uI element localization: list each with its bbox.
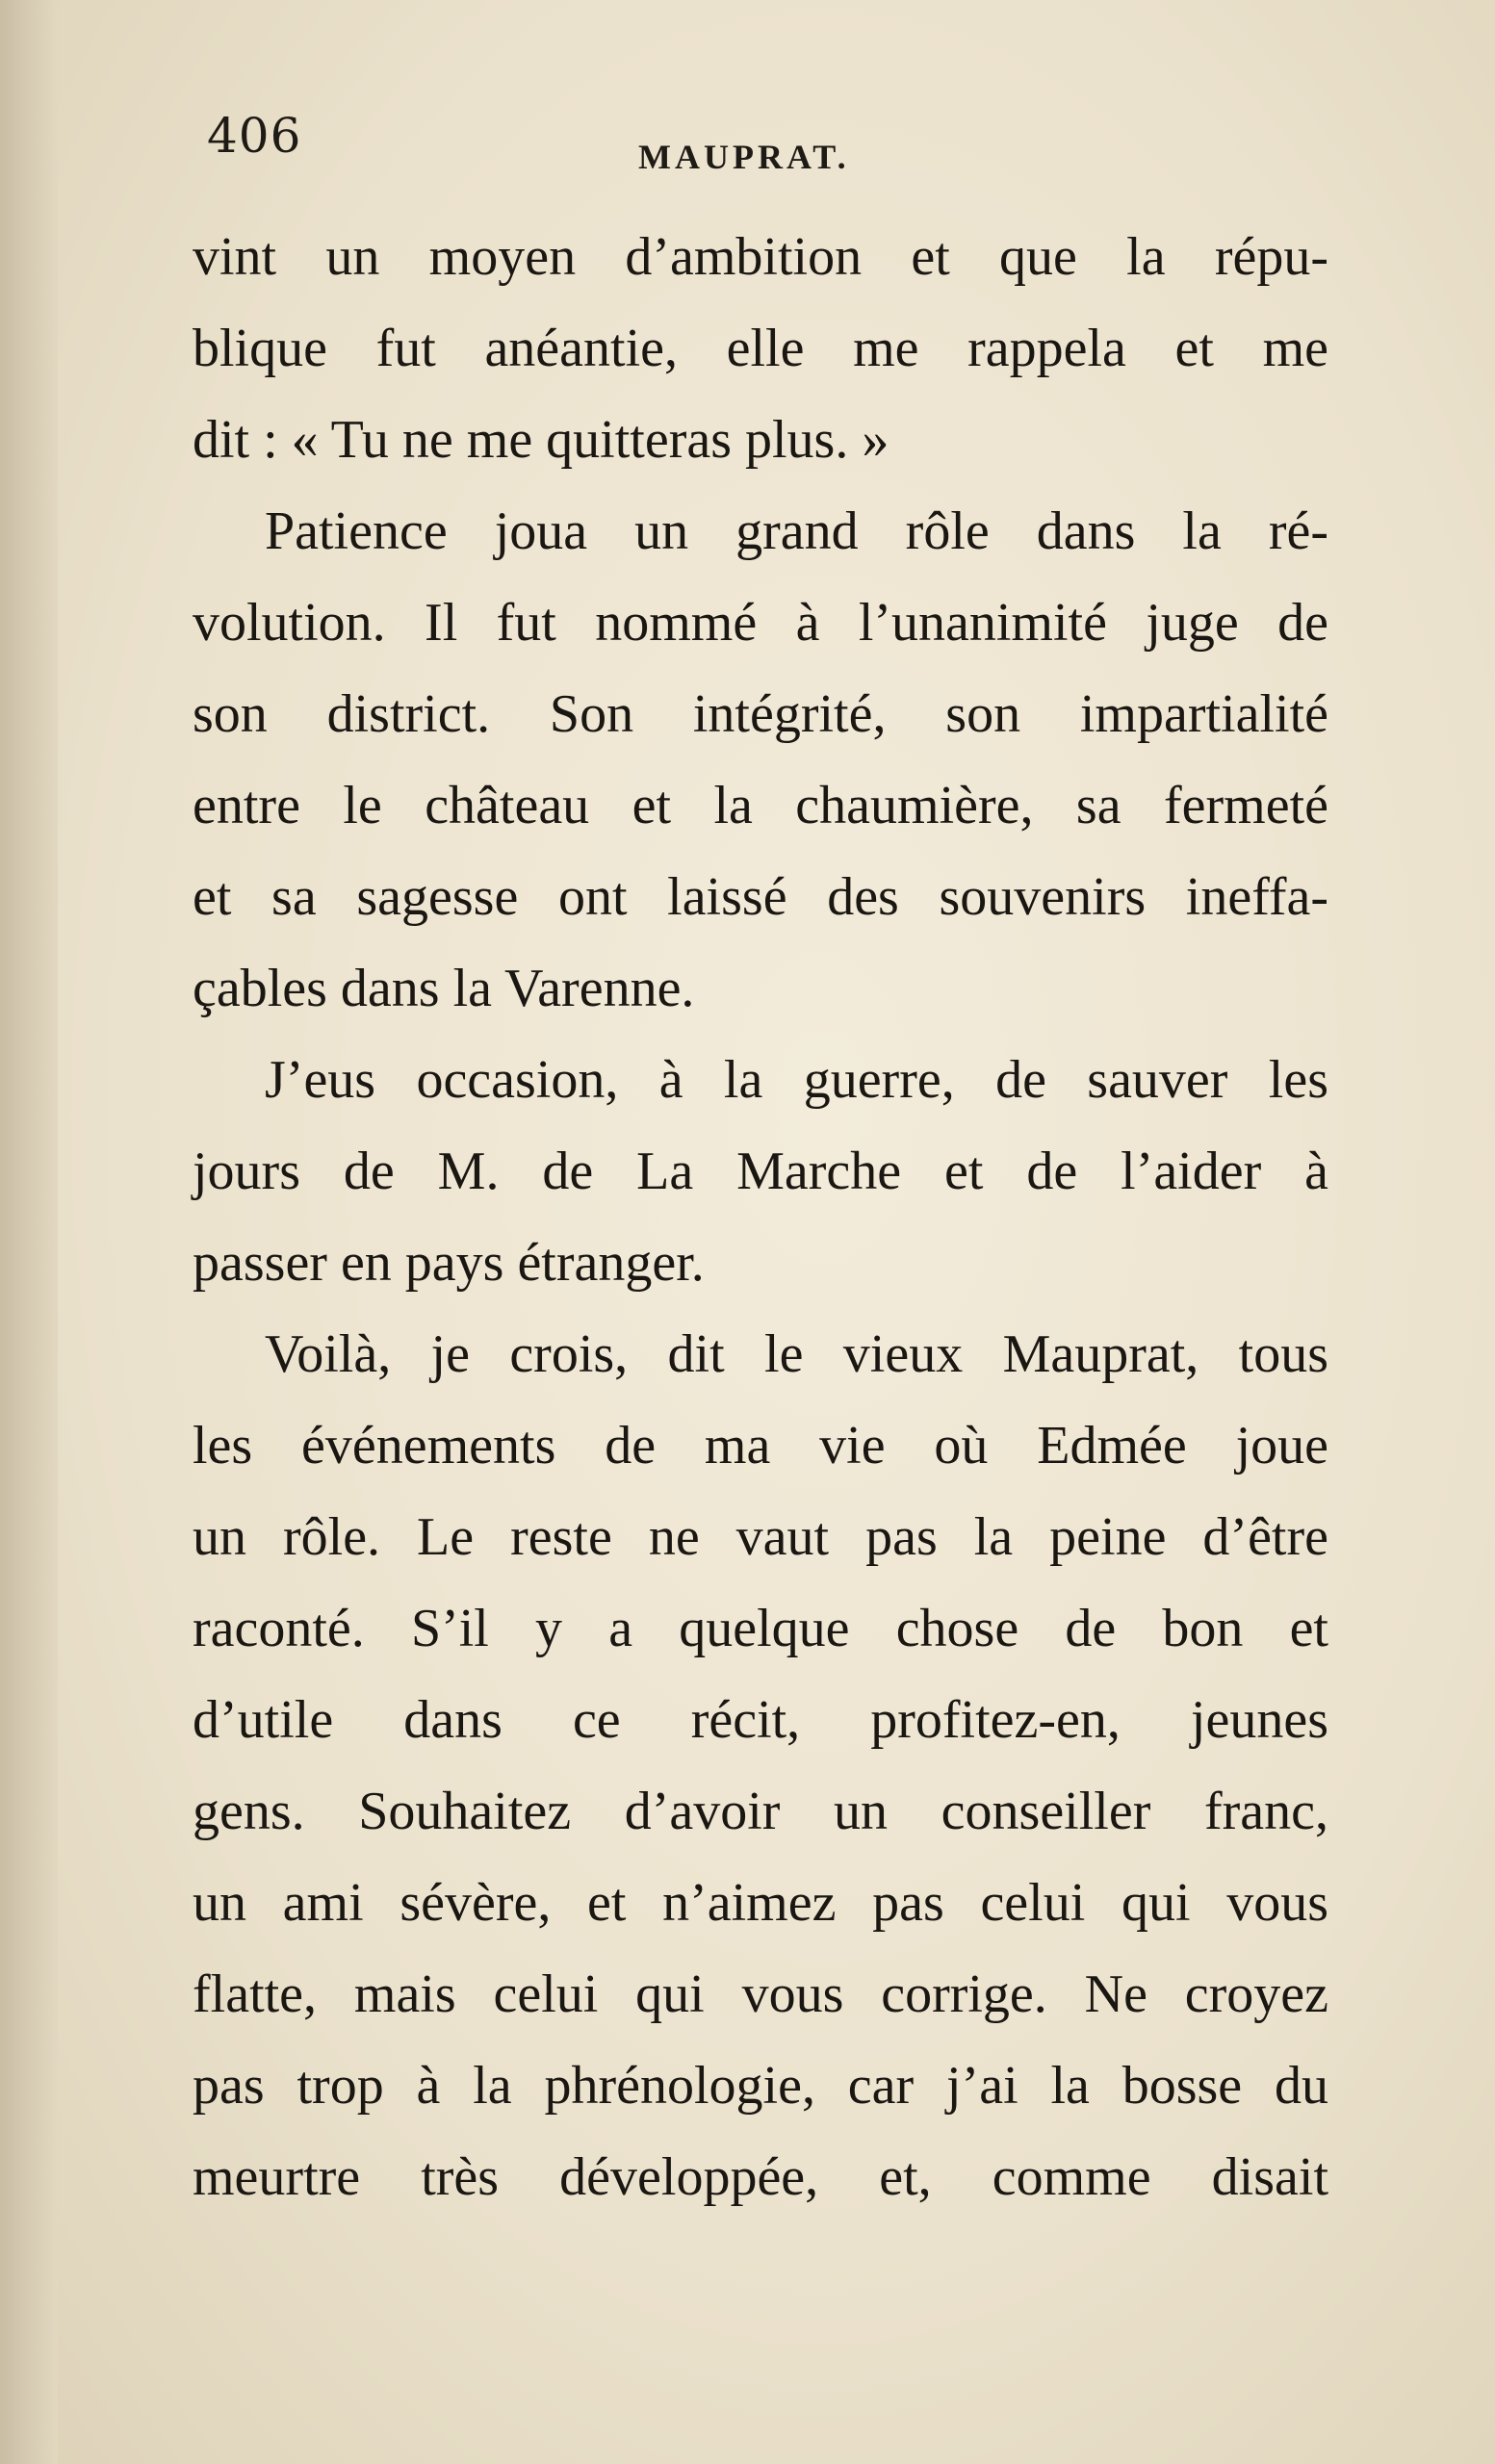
- text-line: entre le château et la chaumière, sa fermeté: [193, 776, 1328, 835]
- text-line: gens. Souhaitez d’avoir un conseiller franc,: [193, 1782, 1328, 1841]
- body-text: [193, 212, 1328, 2223]
- text-line: raconté. S’il y a quelque chose de bon et: [193, 1599, 1328, 1658]
- text-line: un rôle. Le reste ne vaut pas la peine d’être: [193, 1507, 1328, 1567]
- page-gutter: [0, 0, 58, 2464]
- text-line: blique fut anéantie, elle me rappela et me: [193, 319, 1328, 378]
- text-line: pas trop à la phrénologie, car j’ai la bosse du: [193, 2056, 1328, 2116]
- text-line: J’eus occasion, à la guerre, de sauver les: [265, 1050, 1328, 1110]
- text-line: Patience joua un grand rôle dans la ré-: [265, 501, 1328, 561]
- running-title: MAUPRAT.: [638, 138, 850, 176]
- text-line: jours de M. de La Marche et de l’aider à: [193, 1142, 1328, 1201]
- text-line: passer en pays étranger.: [193, 1233, 705, 1293]
- text-line: vint un moyen d’ambition et que la répu-: [193, 227, 1328, 287]
- text-line: les événements de ma vie où Edmée joue: [193, 1416, 1328, 1476]
- text-line: Voilà, je crois, dit le vieux Mauprat, tous: [265, 1324, 1328, 1384]
- text-line: meurtre très développée, et, comme disait: [193, 2147, 1328, 2207]
- text-line: dit : « Tu ne me quitteras plus. »: [193, 410, 889, 470]
- text-line: d’utile dans ce récit, profitez-en, jeunes: [193, 1690, 1328, 1750]
- text-line: flatte, mais celui qui vous corrige. Ne croyez: [193, 1964, 1328, 2024]
- text-line: çables dans la Varenne.: [193, 959, 695, 1018]
- text-line: un ami sévère, et n’aimez pas celui qui vous: [193, 1873, 1328, 1933]
- text-line: son district. Son intégrité, son impartialité: [193, 684, 1328, 744]
- page-number: 406: [207, 108, 302, 164]
- text-line: volution. Il fut nommé à l’unanimité juge de: [193, 593, 1328, 653]
- text-line: et sa sagesse ont laissé des souvenirs ineffa-: [193, 867, 1328, 927]
- page-header: [207, 108, 1324, 185]
